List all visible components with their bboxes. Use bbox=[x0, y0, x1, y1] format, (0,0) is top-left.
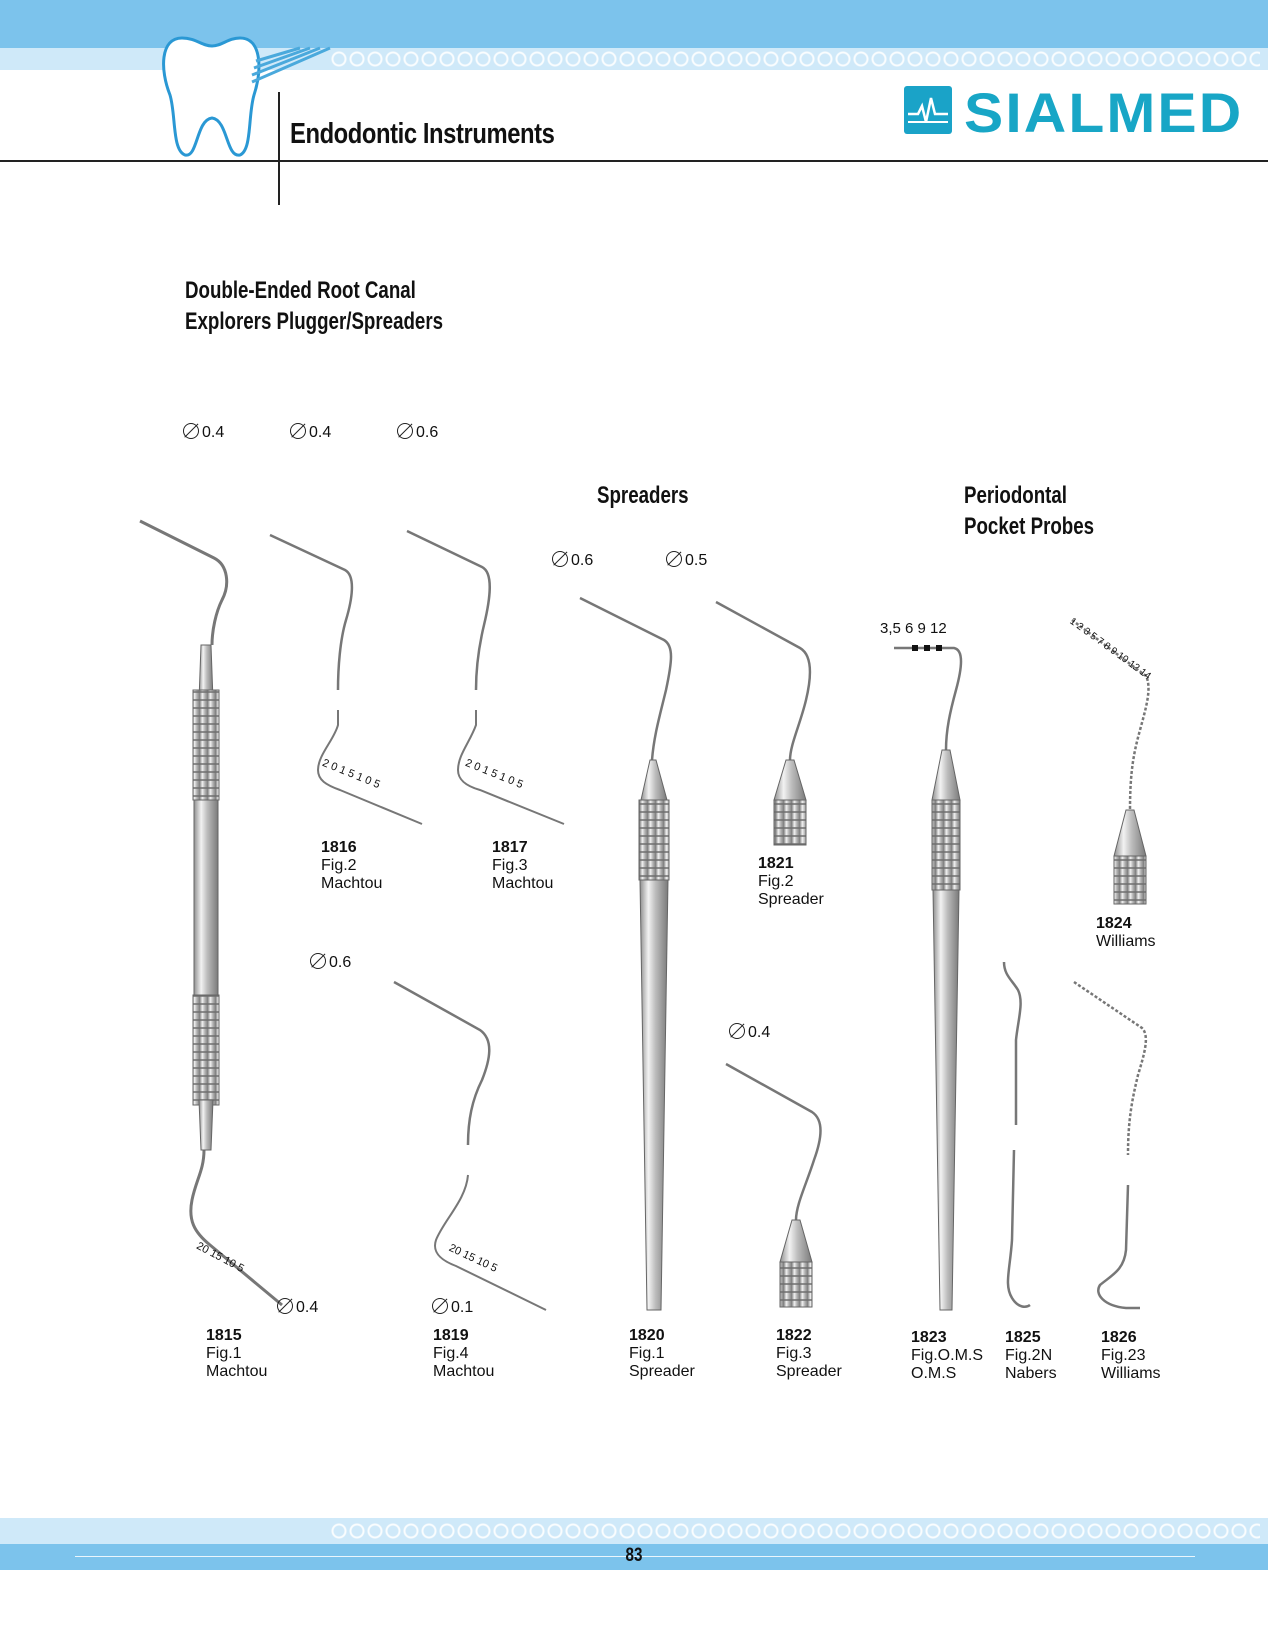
section-spreaders-heading: Spreaders bbox=[597, 482, 689, 509]
heading-line: Periodontal bbox=[964, 482, 1067, 509]
instrument-label-1816: 1816 Fig.2 Machtou bbox=[321, 839, 383, 892]
diameter-label: 0.6 bbox=[552, 551, 593, 570]
instrument-label-1815: 1815 Fig.1 Machtou bbox=[206, 1327, 268, 1380]
instrument-label-1819: 1819 Fig.4 Machtou bbox=[433, 1327, 495, 1380]
instrument-label-1825: 1825 Fig.2N Nabers bbox=[1005, 1329, 1057, 1382]
depth-scale: 3,5 6 9 12 bbox=[880, 620, 947, 637]
diameter-icon bbox=[310, 953, 326, 969]
heading-line: Double-Ended Root Canal bbox=[185, 277, 416, 304]
diameter-icon bbox=[729, 1023, 745, 1039]
page-title: Endodontic Instruments bbox=[290, 118, 555, 150]
diameter-label: 0.4 bbox=[277, 1298, 318, 1317]
diameter-label: 0.1 bbox=[432, 1298, 473, 1317]
instrument-label-1822: 1822 Fig.3 Spreader bbox=[776, 1327, 842, 1380]
instrument-label-1817: 1817 Fig.3 Machtou bbox=[492, 839, 554, 892]
diameter-icon bbox=[183, 423, 199, 439]
title-divider bbox=[278, 92, 280, 205]
depth-scale: 20 15 10 5 bbox=[194, 1240, 246, 1276]
instrument-1822-illustration bbox=[726, 1064, 821, 1307]
instrument-label-1826: 1826 Fig.23 Williams bbox=[1101, 1329, 1161, 1382]
instrument-1823-illustration bbox=[894, 645, 961, 1310]
header-band bbox=[0, 0, 1268, 48]
diameter-label: 0.5 bbox=[666, 551, 707, 570]
header-ring-pattern bbox=[330, 51, 1260, 67]
diameter-icon bbox=[432, 1298, 448, 1314]
instrument-label-1824: 1824 Williams bbox=[1096, 915, 1156, 950]
header-rule bbox=[0, 160, 1268, 162]
instrument-1816-illustration bbox=[270, 535, 422, 824]
diameter-icon bbox=[277, 1298, 293, 1314]
diameter-icon bbox=[397, 423, 413, 439]
heartbeat-logo-icon bbox=[904, 86, 952, 134]
diameter-label: 0.4 bbox=[729, 1023, 770, 1042]
diameter-icon bbox=[290, 423, 306, 439]
diameter-icon bbox=[666, 551, 682, 567]
depth-scale: 2 0 1 5 1 0 5 bbox=[320, 757, 382, 792]
instrument-label-1823: 1823 Fig.O.M.S O.M.S bbox=[911, 1329, 984, 1382]
footer-ring-pattern bbox=[330, 1522, 1260, 1540]
diameter-icon bbox=[552, 551, 568, 567]
instrument-1826-illustration bbox=[1074, 982, 1146, 1308]
section-probes-heading bbox=[964, 480, 1094, 542]
instrument-1817-illustration bbox=[407, 531, 564, 824]
heading-line: Pocket Probes bbox=[964, 513, 1095, 540]
section-explorers-heading bbox=[185, 275, 443, 337]
instrument-label-1820: 1820 Fig.1 Spreader bbox=[629, 1327, 695, 1380]
depth-scale: 20 15 10 5 bbox=[446, 1242, 500, 1275]
instrument-label-1821: 1821 Fig.2 Spreader bbox=[758, 855, 824, 908]
depth-scale: 2 0 1 5 1 0 5 bbox=[463, 757, 525, 792]
diameter-label: 0.6 bbox=[310, 953, 351, 972]
diameter-label: 0.4 bbox=[290, 423, 331, 442]
diameter-label: 0.6 bbox=[397, 423, 438, 442]
instrument-1825-illustration bbox=[1004, 962, 1030, 1307]
instrument-1815-illustration bbox=[140, 521, 282, 1305]
brand-logo: SIALMED bbox=[964, 81, 1244, 144]
diameter-label: 0.4 bbox=[183, 423, 224, 442]
depth-scale: 1 2 3 5 7 8 9 10 12 14 bbox=[1067, 616, 1153, 683]
instrument-1820-illustration bbox=[580, 598, 671, 1310]
instrument-1821-illustration bbox=[716, 602, 810, 845]
heading-line: Explorers Plugger/Spreaders bbox=[185, 308, 444, 335]
page-number: 83 bbox=[625, 1545, 643, 1566]
